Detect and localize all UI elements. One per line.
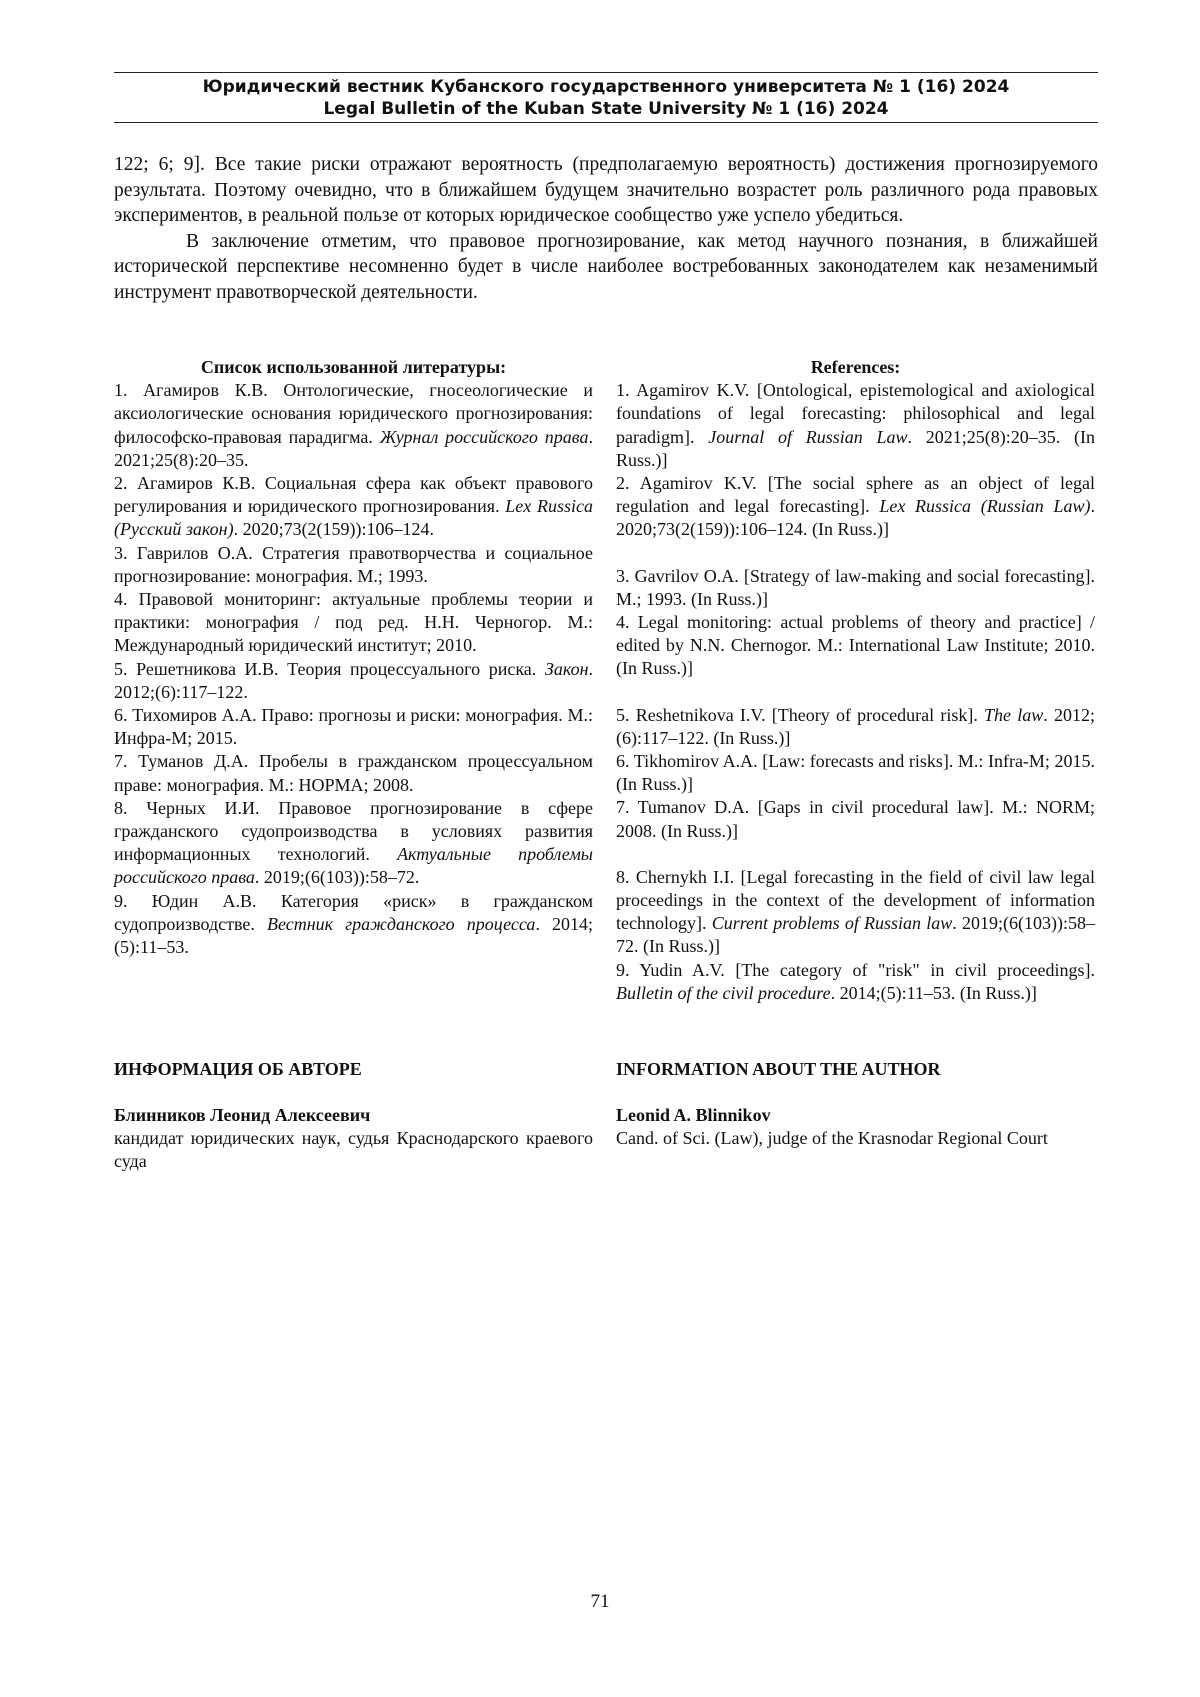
reference-ru-7 (114, 750, 593, 796)
reference-ru-5-journal: Закон (544, 658, 589, 679)
author-heading-en: INFORMATION ABOUT THE AUTHOR (616, 1059, 941, 1079)
reference-ru-1-details: . 2021;25(8):20–35. (114, 426, 593, 470)
reference-ru-6-text: 6. Тихомиров А.А. Право: прогнозы и риски: монография. М.: Инфра-М; 2015. (114, 705, 593, 749)
references-ru (114, 356, 593, 959)
reference-en-6-text: 6. Tikhomirov A.A. [Law: forecasts and risks]. M.: Infra-M; 2015. (In Russ.)] (616, 751, 1095, 795)
reference-en-8 (616, 866, 1095, 959)
reference-ru-5-text: 5. Решетникова И.В. Теория процессуального риска. (114, 658, 545, 679)
header-title-ru: Юридический вестник Кубанского государственного университета № 1 (16) 2024 (202, 77, 1010, 97)
reference-en-9-text: 9. Yudin A.V. [The category of "risk" in civil proceedings]. (616, 959, 1095, 980)
reference-en-1-details: . 2021;25(8):20–35. (In Russ.)] (616, 426, 1095, 470)
reference-en-5-details: . 2012;(6):117–122. (In Russ.)] (616, 704, 1095, 748)
references-en-title: References: (810, 357, 901, 377)
reference-ru-9-text: 9. Юдин А.В. Категория «риск» в гражданском судопроизводстве. (114, 890, 593, 934)
reference-ru-2-journal: Lex Russica (Русский закон) (114, 496, 593, 540)
references-en (616, 356, 1095, 1005)
body-paragraph-2: В заключение отметим, что правовое прогнозирование, как метод научного познания, в ближайшей исторической перспективе несомненно будет в числе наиболее востребованных законодателем как незаменимый инструмент правотворческой деятельности. (114, 230, 1098, 303)
reference-en-3 (616, 565, 1095, 611)
reference-en-9-details: . 2014;(5):11–53. (In Russ.)] (830, 982, 1037, 1003)
reference-en-9-journal: Bulletin of the civil procedure (616, 982, 831, 1003)
reference-en-1-text: 1. Agamirov K.V. [Ontological, epistemological and axiological foundations of legal forecasting: philosophical and legal paradigm]. (616, 380, 1095, 447)
reference-en-1-journal: Journal of Russian Law (708, 426, 908, 447)
reference-ru-2 (114, 472, 593, 542)
reference-ru-9 (114, 890, 593, 960)
reference-ru-9-journal: Вестник гражданского процесса (266, 913, 536, 934)
reference-en-8-text: 8. Chernykh I.I. [Legal forecasting in the field of civil law legal proceedings in the context of the development of information technology]. (616, 866, 1095, 934)
reference-en-3-text: 3. Gavrilov O.A. [Strategy of law-making and social forecasting]. M.; 1993. (In Russ.)] (616, 565, 1095, 609)
reference-en-7-text: 7. Tumanov D.A. [Gaps in civil procedural law]. M.: NORM; 2008. (In Russ.)] (616, 797, 1095, 841)
reference-en-7 (616, 796, 1095, 842)
reference-ru-1-journal: Журнал российского права (379, 426, 589, 447)
author-position-ru: кандидат юридических наук, судья Краснодарского краевого суда (114, 1128, 593, 1172)
reference-ru-7-text: 7. Туманов Д.А. Пробелы в гражданском процессуальном праве: монография. М.: НОРМА; 2008. (114, 751, 593, 795)
reference-en-5-text: 5. Reshetnikova I.V. [Theory of procedural risk]. (616, 704, 985, 725)
reference-en-2 (616, 472, 1095, 542)
reference-ru-5-details: . 2012;(6):117–122. (114, 658, 593, 702)
reference-ru-5 (114, 658, 593, 704)
reference-en-9 (616, 959, 1095, 1005)
reference-en-8-details: . 2019;(6(103)):58–72. (In Russ.)] (616, 913, 1095, 957)
reference-en-4-text: 4. Legal monitoring: actual problems of theory and practice] / edited by N.N. Chernogor. M.: International Law Institute; 2010. (In Russ.)] (616, 612, 1095, 679)
header-title-en: Legal Bulletin of the Kuban State University № 1 (16) 2024 (323, 99, 889, 119)
reference-ru-8 (114, 797, 593, 890)
reference-en-8-journal: Current problems of Russian law (711, 913, 953, 934)
reference-ru-2-text: 2. Агамиров К.В. Социальная сфера как объект правового регулирования и юридического прогнозирования. (114, 473, 593, 517)
body-text (114, 152, 1098, 305)
reference-en-5 (616, 704, 1095, 750)
reference-ru-1-text: 1. Агамиров К.В. Онтологические, гносеологические и аксиологические основания юридического прогнозирования: философско-правовая парадигма. (114, 380, 593, 447)
reference-en-5-journal: The law (984, 704, 1044, 725)
reference-ru-8-details: . 2019;(6(103)):58–72. (254, 867, 420, 888)
reference-ru-4-text: 4. Правовой мониторинг: актуальные проблемы теории и практики: монография / под ред. Н.Н. Черногор. М.: Международный юридический институт; 2010. (114, 589, 593, 656)
reference-ru-8-text: 8. Черных И.И. Правовое прогнозирование в сфере гражданского судопроизводства в условиях развития информационных технологий. (114, 797, 593, 865)
reference-en-1 (616, 379, 1095, 472)
reference-en-6 (616, 750, 1095, 796)
page-number: 71 (590, 1591, 610, 1612)
running-header (114, 72, 1098, 123)
reference-ru-4 (114, 588, 593, 658)
reference-ru-3 (114, 542, 593, 588)
body-paragraph-1: 122; 6; 9]. Все такие риски отражают вероятность (предполагаемую вероятность) достижения прогнозируемого результата. Поэтому очевидно, что в ближайшем будущем значительно возрастет роль различного рода правовых экспериментов, в реальной пользе от которых юридическое сообщество уже успело убедиться. (114, 154, 1098, 226)
author-name-en: Leonid A. Blinnikov (616, 1105, 771, 1125)
reference-ru-2-details: . 2020;73(2(159)):106–124. (233, 519, 435, 540)
reference-en-2-text: 2. Agamirov K.V. [The social sphere as an object of legal regulation and legal forecasting]. (616, 473, 1095, 517)
reference-ru-6 (114, 704, 593, 750)
reference-en-2-details: . 2020;73(2(159)):106–124. (In Russ.)] (616, 496, 1096, 540)
reference-en-4 (616, 611, 1095, 681)
reference-ru-8-journal: Актуальные проблемы российского права (114, 844, 593, 888)
author-name-ru: Блинников Леонид Алексеевич (114, 1105, 371, 1125)
author-position-en: Cand. of Sci. (Law), judge of the Krasnodar Regional Court (616, 1128, 1048, 1148)
author-heading-ru: ИНФОРМАЦИЯ ОБ АВТОРЕ (114, 1059, 362, 1079)
reference-ru-1 (114, 379, 593, 472)
reference-en-2-journal: Lex Russica (Russian Law) (879, 496, 1091, 517)
reference-ru-3-text: 3. Гаврилов О.А. Стратегия правотворчества и социальное прогнозирование: монография. М.; 1993. (114, 542, 593, 586)
reference-ru-9-details: . 2014;(5):11–53. (114, 913, 593, 958)
references-ru-title: Список использованной литературы: (200, 357, 507, 377)
